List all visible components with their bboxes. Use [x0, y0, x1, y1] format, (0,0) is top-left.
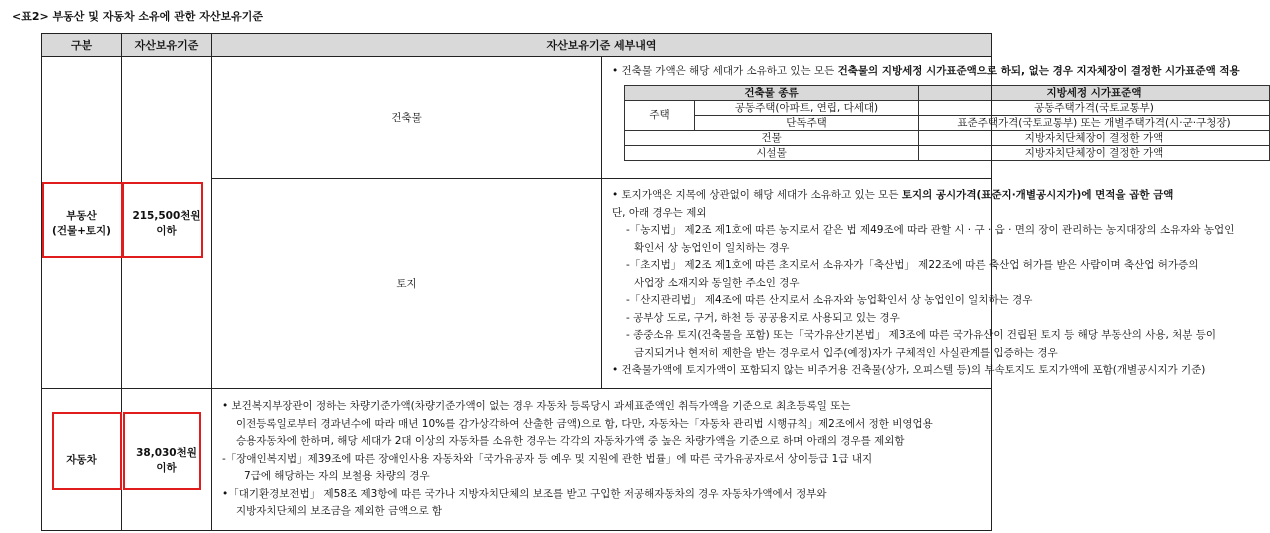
header-category: 구분 [42, 34, 122, 57]
sub-header-standard: 지방세정 시가표준액 [919, 85, 1270, 100]
vehicle-line-7: 지방자치단체의 보조금을 제외한 금액으로 함 [236, 505, 443, 518]
realestate-threshold: 215,500천원 이하 [122, 57, 212, 389]
building-note: • 건축물 가액은 해당 세대가 소유하고 있는 모든 건축물의 지방세정 시가표준액으로 하되, 없는 경우 지자체장이 결정한 시가표준액 적용 [612, 65, 1240, 77]
vehicle-category: 자동차 [42, 389, 122, 531]
land-line-5: -「초지법」 제2조 제1호에 따른 초지로서 소유자가「축산법」 제22조에 따른 축산업 허가를 받은 사람이며 축산업 허가증의 [626, 259, 1199, 272]
land-line-1: • 토지가액은 지목에 상관없이 해당 세대가 소유하고 있는 모든 토지의 공시가격(표준지·개별공시지가)에 면적을 곱한 금액 [612, 189, 1174, 202]
vehicle-line-5: 7급에 해당하는 자의 보철용 차량의 경우 [244, 470, 430, 483]
sub-bldg: 건물 [625, 130, 919, 145]
vehicle-line-6: •「대기환경보전법」 제58조 제3항에 따른 국가나 지방자치단체의 보조를 받고 구입한 저공해자동차의 경우 자동차가액에서 정부와 [222, 487, 827, 500]
land-line-6: 사업장 소재지와 동일한 주소인 경우 [634, 276, 800, 289]
building-details [602, 57, 1240, 179]
land-line-2: 단, 아래 경우는 제외 [612, 206, 707, 219]
building-standard-table [624, 85, 1270, 161]
vehicle-line-3: 승용자동차에 한하며, 해당 세대가 2대 이상의 자동차를 소유한 경우는 각각의 자동차가액 중 높은 차량가액을 기준으로 하며 아래의 경우를 제외함 [236, 435, 905, 448]
land-line-11: • 건축물가액에 토지가액이 포함되지 않는 비주거용 건축물(상가, 오피스텔 등)의 부속토지도 토지가액에 포함(개별공시지가 기준) [612, 364, 1206, 377]
vehicle-line-2: 이전등록일로부터 경과년수에 따라 매년 10%를 감가상각하여 산출한 금액)으로 함, 다만, 자동차는「자동차 관리법 시행규칙」제2조에서 정한 비영업용 [236, 417, 933, 430]
vehicle-details [212, 389, 992, 531]
land-line-9: - 종중소유 토지(건축물을 포함) 또는「국가유산기본법」 제3조에 따른 국가유산이 건립된 토지 등 해당 부동산의 사용, 처분 등이 [626, 329, 1217, 342]
asset-criteria-table [41, 33, 1240, 531]
vehicle-line-1: • 보건복지부장관이 정하는 차량기준가액(차량기준가액이 없는 경우 자동차 등록당시 과세표준액인 취득가액을 기준으로 최초등록일 또는 [222, 400, 851, 413]
header-threshold: 자산보유기준 [122, 34, 212, 57]
sub-single-std: 표준주택가격(국토교통부) 또는 개별주택가격(시·군·구청장) [919, 115, 1270, 130]
realestate-category: 부동산 (건물+토지) [42, 57, 122, 389]
land-line-3: -「농지법」 제2조 제1호에 따른 농지로서 같은 법 제49조에 따라 관할 시 · 구 · 읍 · 면의 장이 관리하는 농지대장의 소유자와 농업인 [626, 224, 1235, 237]
land-label: 토지 [212, 179, 602, 389]
sub-facility: 시설물 [625, 145, 919, 160]
sub-apt: 공동주택(아파트, 연립, 다세대) [695, 100, 919, 115]
land-details [602, 179, 1235, 389]
sub-bldg-std: 지방자치단체장이 결정한 가액 [919, 130, 1270, 145]
vehicle-line-4: -「장애인복지법」제39조에 따른 장애인사용 자동차와「국가유공자 등 예우 및 지원에 관한 법률」에 따른 국가유공자로서 상이등급 1급 내지 [222, 452, 873, 465]
land-line-7: -「산지관리법」 제4조에 따른 산지로서 소유자와 농업확인서 상 농업인이 일치하는 경우 [626, 294, 1033, 307]
land-line-4: 확인서 상 농업인이 일치하는 경우 [634, 241, 790, 254]
header-details: 자산보유기준 세부내역 [212, 34, 992, 57]
sub-apt-std: 공동주택가격(국토교통부) [919, 100, 1270, 115]
sub-housing: 주택 [625, 100, 695, 130]
sub-single: 단독주택 [695, 115, 919, 130]
table-caption: <표2> 부동산 및 자동차 소유에 관한 자산보유기준 [12, 10, 263, 23]
vehicle-threshold: 38,030천원 이하 [122, 389, 212, 531]
land-line-8: - 공부상 도로, 구거, 하천 등 공공용지로 사용되고 있는 경우 [626, 311, 900, 324]
sub-facility-std: 지방자치단체장이 결정한 가액 [919, 145, 1270, 160]
sub-header-type: 건축물 종류 [625, 85, 919, 100]
building-label: 건축물 [212, 57, 602, 179]
land-line-10: 금지되거나 현저히 제한을 받는 경우로서 입주(예정)자가 구체적인 사실관계를 입증하는 경우 [634, 346, 1058, 359]
